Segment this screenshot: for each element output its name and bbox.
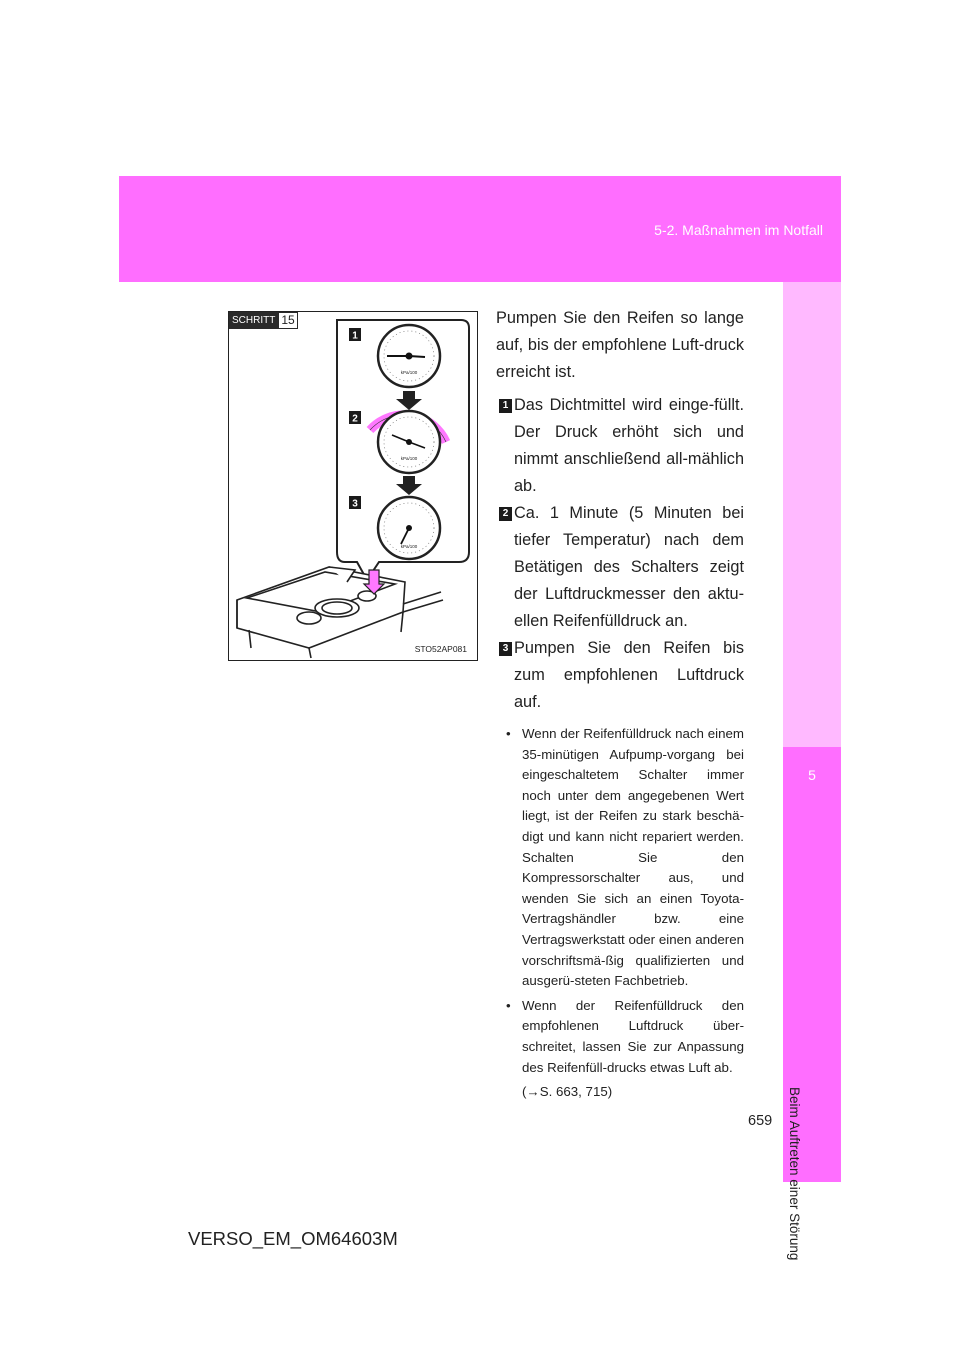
instruction-text: [496, 305, 744, 1102]
note-item: [496, 724, 744, 992]
step-3: [496, 635, 744, 716]
compressor-unit: [237, 567, 443, 658]
section-title: 5-2. Maßnahmen im Notfall: [654, 222, 823, 238]
compressor-knob: [297, 612, 321, 624]
chapter-tab-active: [783, 747, 841, 1261]
marker-1: [349, 328, 361, 342]
step-2: [496, 500, 744, 635]
step-3-marker: 3: [499, 642, 512, 656]
marker-2-label: 2: [352, 413, 358, 425]
marker-3-label: 3: [352, 498, 358, 510]
gauge-1: [378, 325, 440, 387]
step-2-text: Ca. 1 Minute (5 Minuten bei tiefer Temperatur) nach dem Betätigen des Schalters zeigt der Luftdruckmesser den aktu-ellen Reifenfülldruck an.: [514, 504, 744, 630]
document-code: VERSO_EM_OM64603M: [188, 1228, 398, 1249]
note-1-text: Wenn der Reifenfülldruck nach einem 35-minütigen Aufpump-vorgang bei eingeschaltetem Schalter immer noch unter dem angegebenen Wert liegt, ist der Reifen zu stark beschä-digt und kann nicht repariert werden. Schalten Sie den Kompressorschalter aus, und wenden Sie sich an einen Toyota-Vertragshändler bzw. eine Vertragswerkstatt oder einen anderen vorschriftsmä-ßig qualifizierten und ausgerü-steten Fachbetrieb.: [522, 726, 744, 989]
step-label: SCHRITT: [229, 312, 278, 329]
step-1-text: Das Dichtmittel wird einge-füllt. Der Druck erhöht sich und nimmt anschließend all-mählich ab.: [514, 396, 744, 495]
step-1: [496, 392, 744, 500]
step-number: 15: [278, 312, 297, 329]
step-2-marker: 2: [499, 507, 512, 521]
bullet-dot: •: [506, 997, 511, 1013]
step-1-marker: 1: [499, 399, 512, 413]
bullet-dot: •: [506, 726, 511, 741]
step-3-text: Pumpen Sie den Reifen bis zum empfohlenen Luftdruck auf.: [514, 639, 744, 711]
chapter-side-tab: [783, 282, 841, 1261]
marker-3: [349, 496, 361, 510]
marker-1-label: 1: [352, 330, 358, 342]
note-item: [496, 996, 744, 1078]
header-band: [119, 176, 841, 282]
illustration-svg: [229, 312, 477, 660]
chapter-label: Beim Auftreten einer Störung: [787, 1087, 802, 1261]
compressor-illustration: [228, 311, 478, 661]
page-reference[interactable]: (→S. 663, 715): [522, 1084, 613, 1100]
figure-code: STO52AP081: [414, 644, 467, 654]
gauge-3-unit: kPa/100: [400, 544, 418, 549]
gauge-2-unit: kPa/100: [400, 456, 418, 461]
page-number: 659: [748, 1113, 773, 1129]
note-2-text: Wenn der Reifenfülldruck den empfohlenen Luftdruck über-schreitet, lassen Sie zur Anpassung des Reifenfüll-drucks etwas Luft ab.: [522, 997, 744, 1075]
gauge-1-unit: kPa/100: [400, 370, 418, 375]
gauge-3: [378, 497, 440, 559]
chapter-number: 5: [808, 767, 816, 783]
notes-list: [496, 724, 744, 1102]
marker-2: [349, 411, 361, 425]
intro-paragraph: Pumpen Sie den Reifen so lange auf, bis der empfohlene Luft-druck erreicht ist.: [496, 309, 744, 381]
